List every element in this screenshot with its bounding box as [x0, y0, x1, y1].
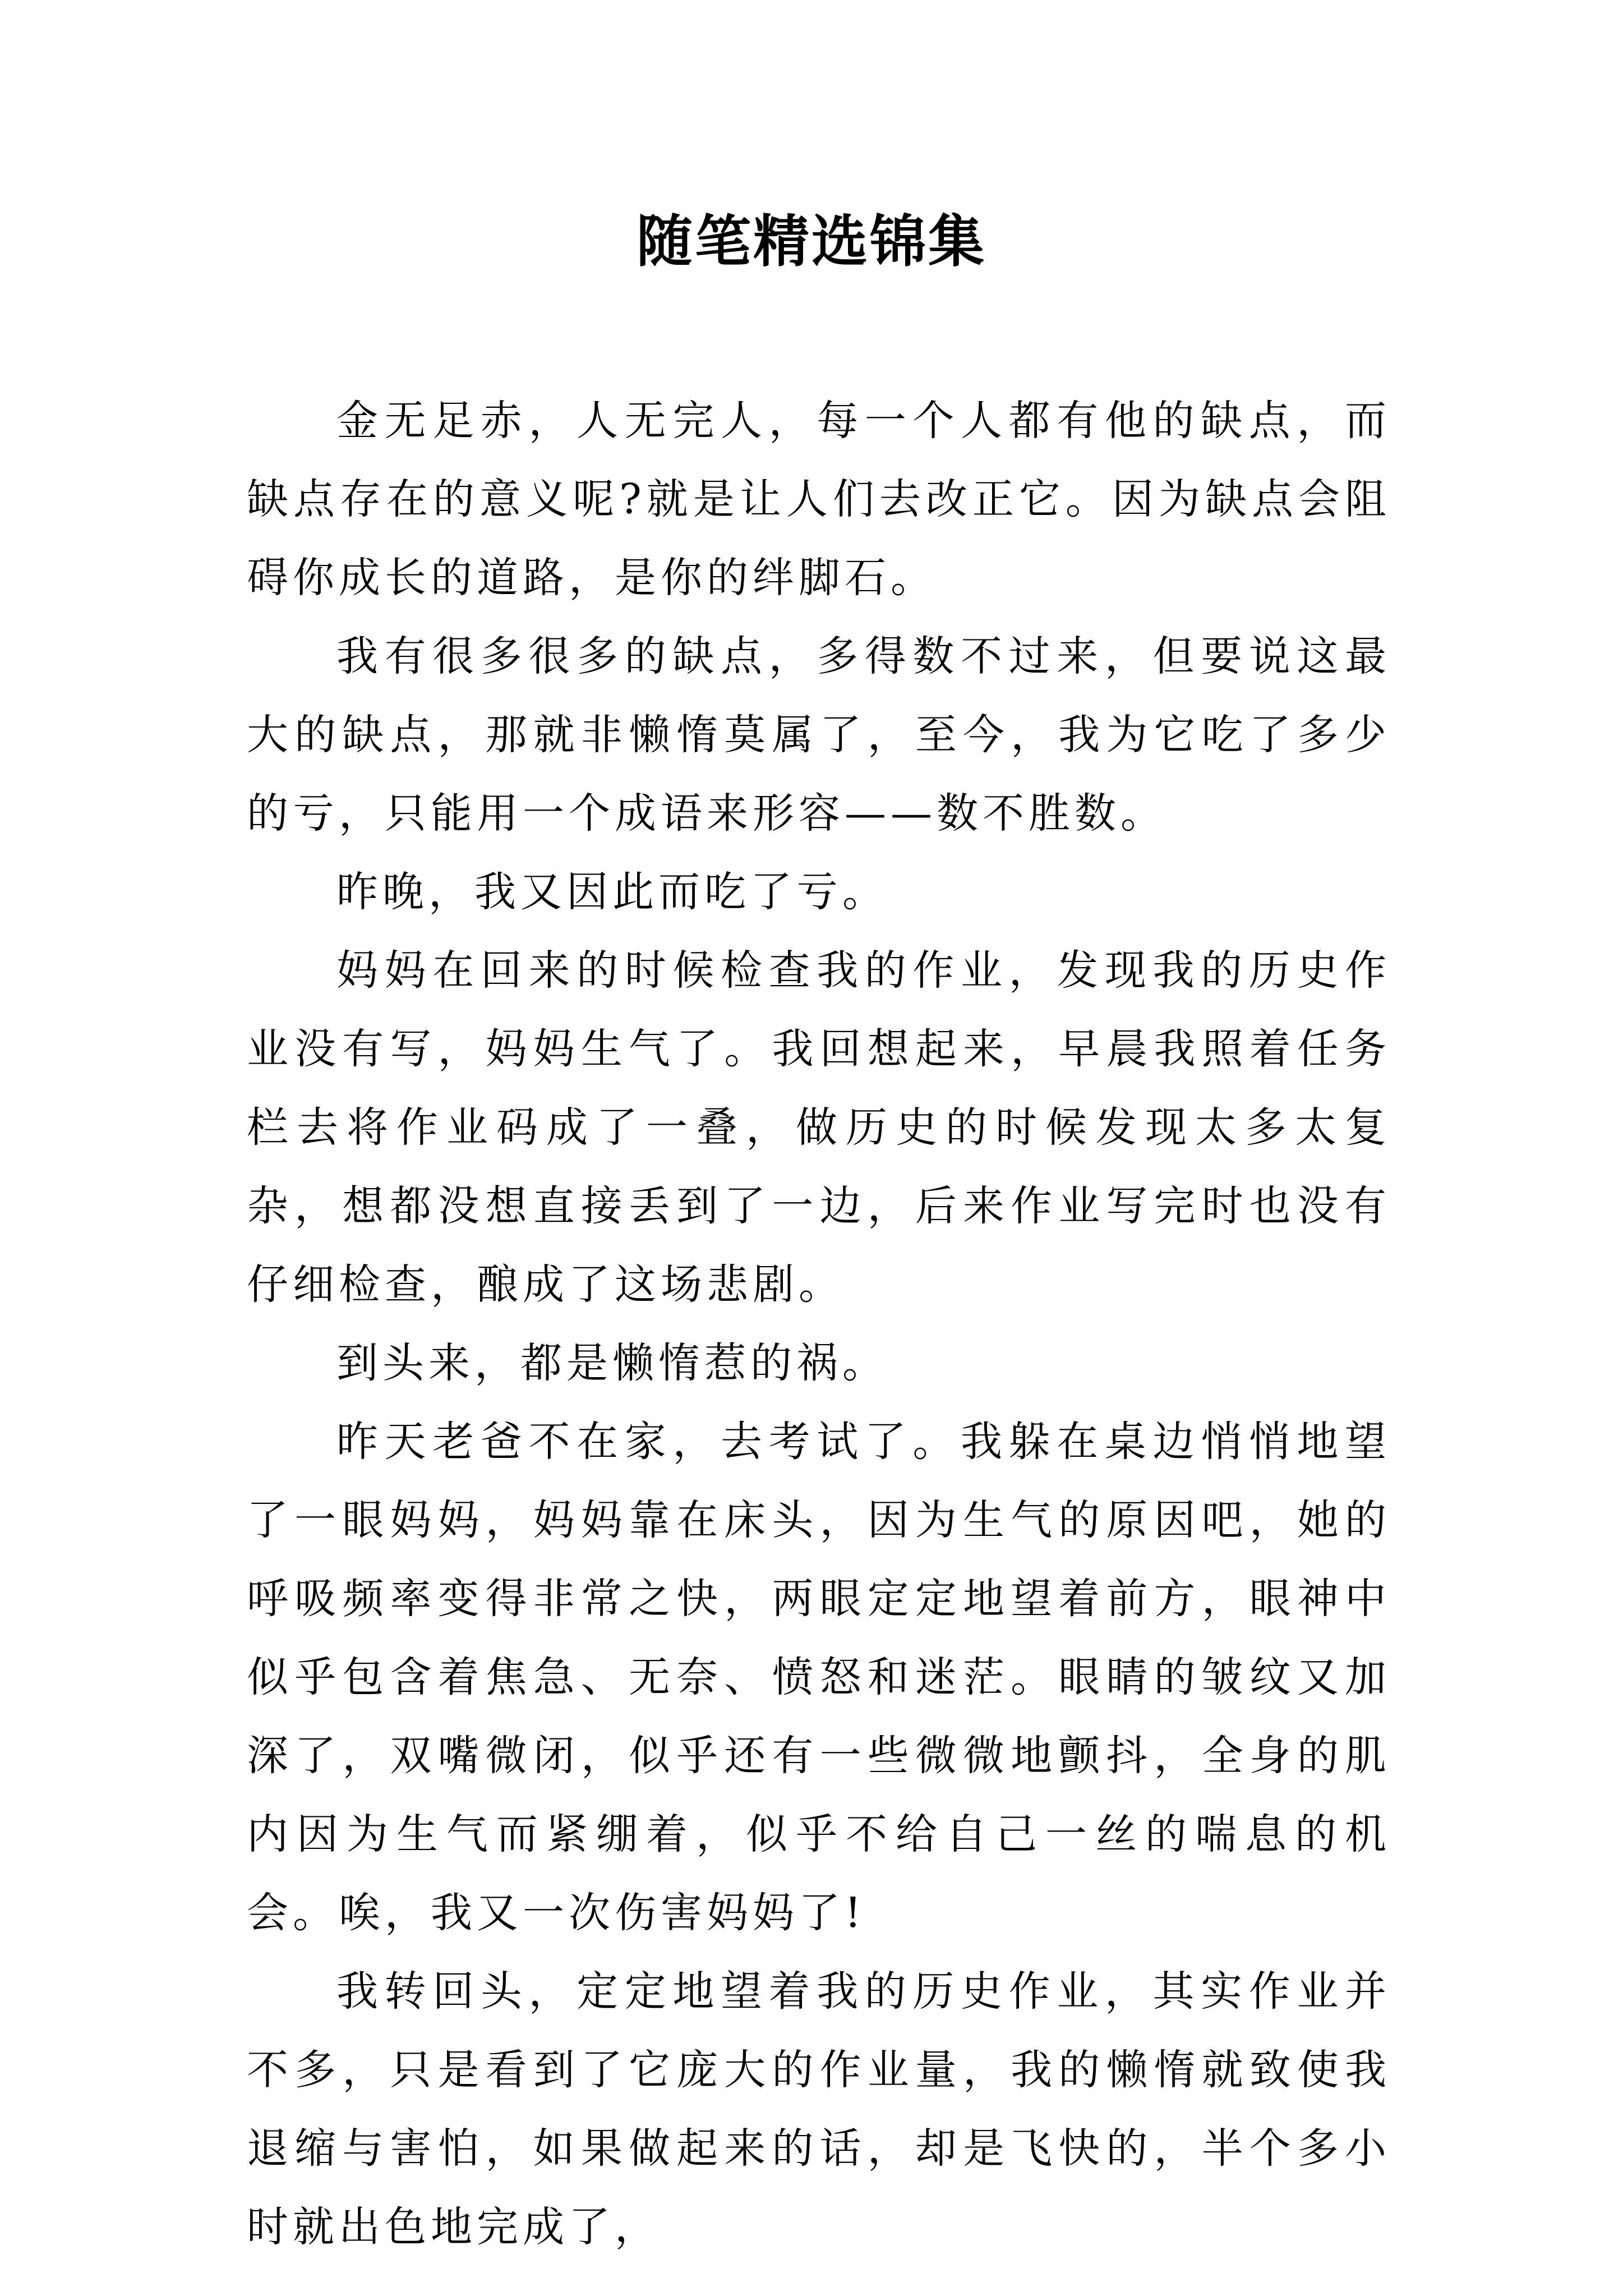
document-title: 随笔精选锦集	[637, 208, 986, 274]
document-body	[247, 381, 1391, 2266]
paragraph: 我转回头，定定地望着我的历史作业，其实作业并不多，只是看到了它庞大的作业量，我的懒惰就致使我退缩与害怕，如果做起来的话，却是飞快的，半个多小时就出色地完成了，	[247, 1967, 1391, 2251]
paragraph: 昨晚，我又因此而吃了亏。	[336, 868, 888, 916]
paragraph: 昨天老爸不在家，去考试了。我躲在桌边悄悄地望了一眼妈妈，妈妈靠在床头，因为生气的原因吧，她的呼吸频率变得非常之快，两眼定定地望着前方，眼神中似乎包含着焦急、无奈、愤怒和迷茫。眼睛的皱纹又加深了，双嘴微闭，似乎还有一些微微地颤抖，全身的肌内因为生气而紧绷着，似乎不给自己一丝的喘息的机会。唉，我又一次伤害妈妈了!	[247, 1418, 1391, 1937]
paragraph: 我有很多很多的缺点，多得数不过来，但要说这最大的缺点，那就非懒惰莫属了，至今，我为它吃了多少的亏，只能用一个成语来形容——数不胜数。	[247, 632, 1391, 838]
paragraph: 到头来，都是懒惰惹的祸。	[336, 1339, 888, 1387]
paragraph: 妈妈在回来的时候检查我的作业，发现我的历史作业没有写，妈妈生气了。我回想起来，早晨我照着任务栏去将作业码成了一叠，做历史的时候发现太多太复杂，想都没想直接丢到了一边，后来作业写完时也没有仔细检查，酿成了这场悲剧。	[247, 946, 1391, 1309]
paragraph: 金无足赤，人无完人，每一个人都有他的缺点，而缺点存在的意义呢?就是让人们去改正它。因为缺点会阻碍你成长的道路，是你的绊脚石。	[247, 397, 1391, 602]
